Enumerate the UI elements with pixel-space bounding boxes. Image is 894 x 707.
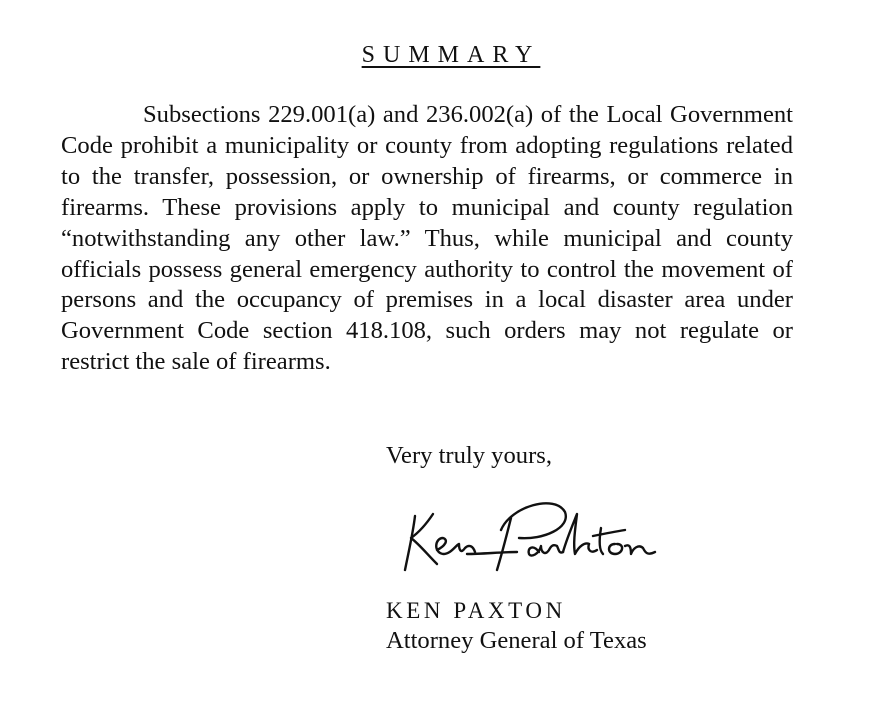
summary-heading [0,40,894,70]
signer-title: Attorney General of Texas [386,627,647,654]
summary-heading-text: SUMMARY [361,42,541,68]
signer-name: KEN PAXTON [386,598,566,623]
handwritten-signature [393,488,689,578]
closing-line: Very truly yours, [386,442,552,469]
summary-paragraph: Subsections 229.001(a) and 236.002(a) of the Local Government Code prohibit a municipality or county from adopting regulations related to the transfer, possession, or ownership of firearms, or commerce in firearms. These provisions apply to municipal and county regulation “notwithstanding any other law.” Thus, while municipal and county officials possess general emergency authority to control the movement of persons and the occupancy of premises in a local disaster area under Government Code section 418.108, such orders may not regulate or restrict the sale of firearms. [61,101,793,376]
